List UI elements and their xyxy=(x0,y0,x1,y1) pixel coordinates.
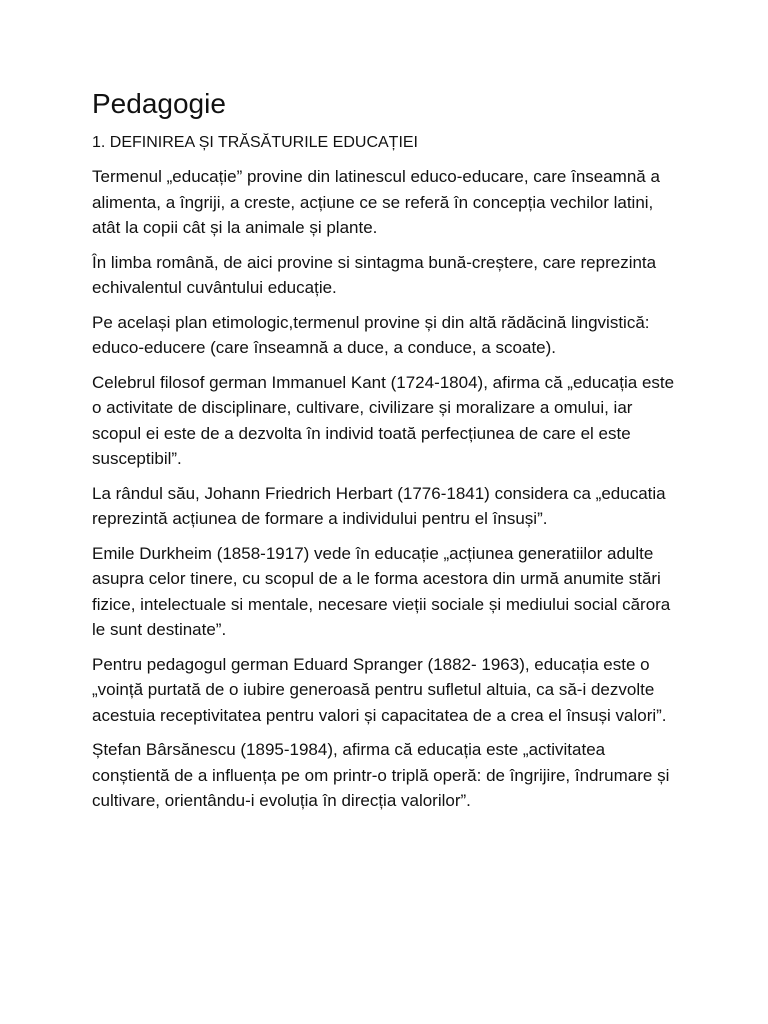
paragraph-romanian-usage: În limba română, de aici provine si sintagma bună-creștere, care reprezinta echivalentul cuvântului educație. xyxy=(92,252,657,297)
document-title: Pedagogie xyxy=(92,88,226,119)
paragraph-kant: Celebrul filosof german Immanuel Kant (1724-1804), afirma că „educația este o activitate de disciplinare, cultivare, civilizare și moralizare a omului, iar scopul ei este de a dezvolta în individ toată perfecțiunea de care el este susceptibil”. xyxy=(92,372,675,468)
paragraph-barsanescu: Ștefan Bârsănescu (1895-1984), afirma că educația este „activitatea conștientă de a influența pe om printr-o triplă operă: de îngrijire, îndrumare și cultivare, orientându-i evoluția în direcția valorilor”. xyxy=(92,740,670,810)
document-page xyxy=(92,86,682,823)
paragraph-herbart: La rândul său, Johann Friedrich Herbart (1776-1841) considera ca „educatia reprezintă acțiunea de formare a individului pentru el însuși”. xyxy=(92,483,666,528)
paragraph-spranger: Pentru pedagogul german Eduard Spranger (1882- 1963), educația este o „voință purtată de o iubire generoasă pentru sufletul altuia, ca să-i dezvolte acestuia receptivitatea pentru valori și capacitatea de a crea el însuși valori”. xyxy=(92,654,667,725)
paragraph-durkheim: Emile Durkheim (1858-1917) vede în educație „acțiunea generatiilor adulte asupra celor tinere, cu scopul de a le forma acestora din urmă anumite stări fizice, intelectuale si mentale, necesare vieții sociale și mediului social cărora le sunt destinate”. xyxy=(92,543,671,639)
paragraph-etymology-educere: Pe același plan etimologic,termenul provine și din altă rădăcină lingvistică: educo-educere (care înseamnă a duce, a conduce, a scoate). xyxy=(92,312,650,357)
section-heading: 1. DEFINIREA ȘI TRĂSĂTURILE EDUCAȚIEI xyxy=(92,134,418,151)
paragraph-etymology-latin: Termenul „educație” provine din latinescul educo-educare, care înseamnă a alimenta, a îngriji, a creste, acțiune ce se referă în concepția vechilor latini, atât la copii cât și la animale și plante. xyxy=(92,167,660,237)
